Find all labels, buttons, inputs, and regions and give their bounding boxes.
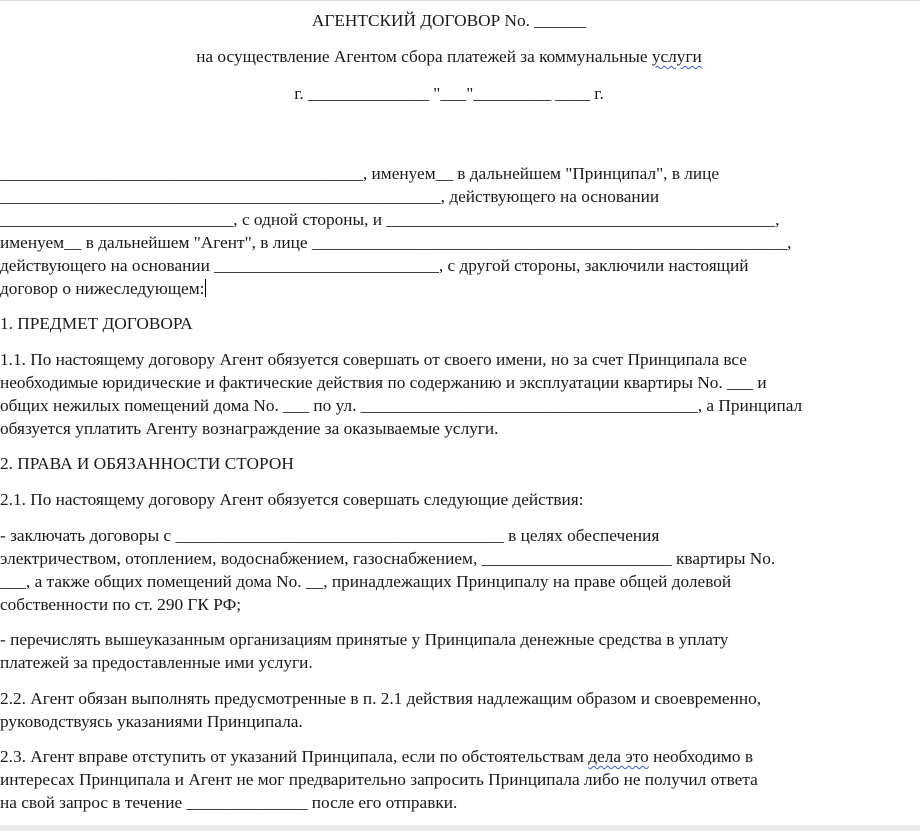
parties-line-4: именуем__ в дальнейшем "Агент", в лице _______________________________________________________, [0,233,792,252]
text-cursor [205,279,206,297]
place-and-date: г. ______________ "___"_________ ____ г. [294,84,604,103]
spellcheck-flagged-phrase[interactable]: дела это [588,747,649,766]
clause-2-3-text: необходимо в [648,747,753,766]
bullet-1-line: собственности по ст. 290 ГК РФ; [0,595,242,614]
clause-1-1-line: обязуется уплатить Агенту вознаграждение за оказываемые услуги. [0,419,499,438]
window-bottom-edge [0,825,920,831]
clause-2-3-line: интересах Принципала и Агент не мог предварительно запросить Принципала либо не получил ответа [0,770,758,789]
document-title: АГЕНТСКИЙ ДОГОВОР No. ______ [311,11,587,30]
clause-2-1: 2.1. По настоящему договору Агент обязуется совершать следующие действия: [0,490,584,509]
subtitle-text: на осуществление Агентом сбора платежей за коммунальные [196,47,652,66]
parties-line-5: действующего на основании __________________________, с другой стороны, заключили настоящий [0,256,749,275]
parties-line-6-text: договор о нижеследующем: [0,279,205,298]
clause-2-2-line: 2.2. Агент обязан выполнять предусмотренные в п. 2.1 действия надлежащим образом и своевременно, [0,689,762,708]
clause-1-1-line: общих нежилых помещений дома No. ___ по ул. _______________________________________, а Принципал [0,396,803,415]
clause-2-2-line: руководствуясь указаниями Принципала. [0,712,303,731]
parties-line-2: ___________________________________________________, действующего на основании [0,187,660,206]
clause-2-3-line [0,746,753,768]
bullet-2-line: - перечислять вышеуказанным организациям принятые у Принципала денежные средства в уплату [0,630,729,649]
parties-line-6 [0,278,206,300]
bullet-1-line: электричеством, отоплением, водоснабжением, газоснабжением, ______________________ квартиры No. [0,549,776,568]
section-2-heading: 2. ПРАВА И ОБЯЗАННОСТИ СТОРОН [0,454,294,473]
clause-2-3-line: на свой запрос в течение ______________ после его отправки. [0,793,458,812]
bullet-2-line: платежей за предоставленные ими услуги. [0,653,313,672]
spellcheck-flagged-word[interactable]: услуги [651,47,702,66]
parties-line-3: ___________________________, с одной стороны, и _____________________________________________, [0,210,780,229]
clause-1-1-line: 1.1. По настоящему договору Агент обязуется совершать от своего имени, но за счет Принципала все [0,350,747,369]
document-subtitle [0,46,898,68]
parties-line-1: __________________________________________, именуем__ в дальнейшем "Принципал", в лице [0,164,720,183]
clause-1-1-line: необходимые юридические и фактические действия по содержанию и эксплуатации квартиры No. ___ и [0,373,767,392]
bullet-1-line: ___, а также общих помещений дома No. __, принадлежащих Принципалу на праве общей долевой [0,572,732,591]
bullet-1-line: - заключать договоры с ______________________________________ в целях обеспечения [0,526,660,545]
section-1-heading: 1. ПРЕДМЕТ ДОГОВОРА [0,314,193,333]
clause-2-3-text: 2.3. Агент вправе отступить от указаний Принципала, если по обстоятельствам [0,747,589,766]
